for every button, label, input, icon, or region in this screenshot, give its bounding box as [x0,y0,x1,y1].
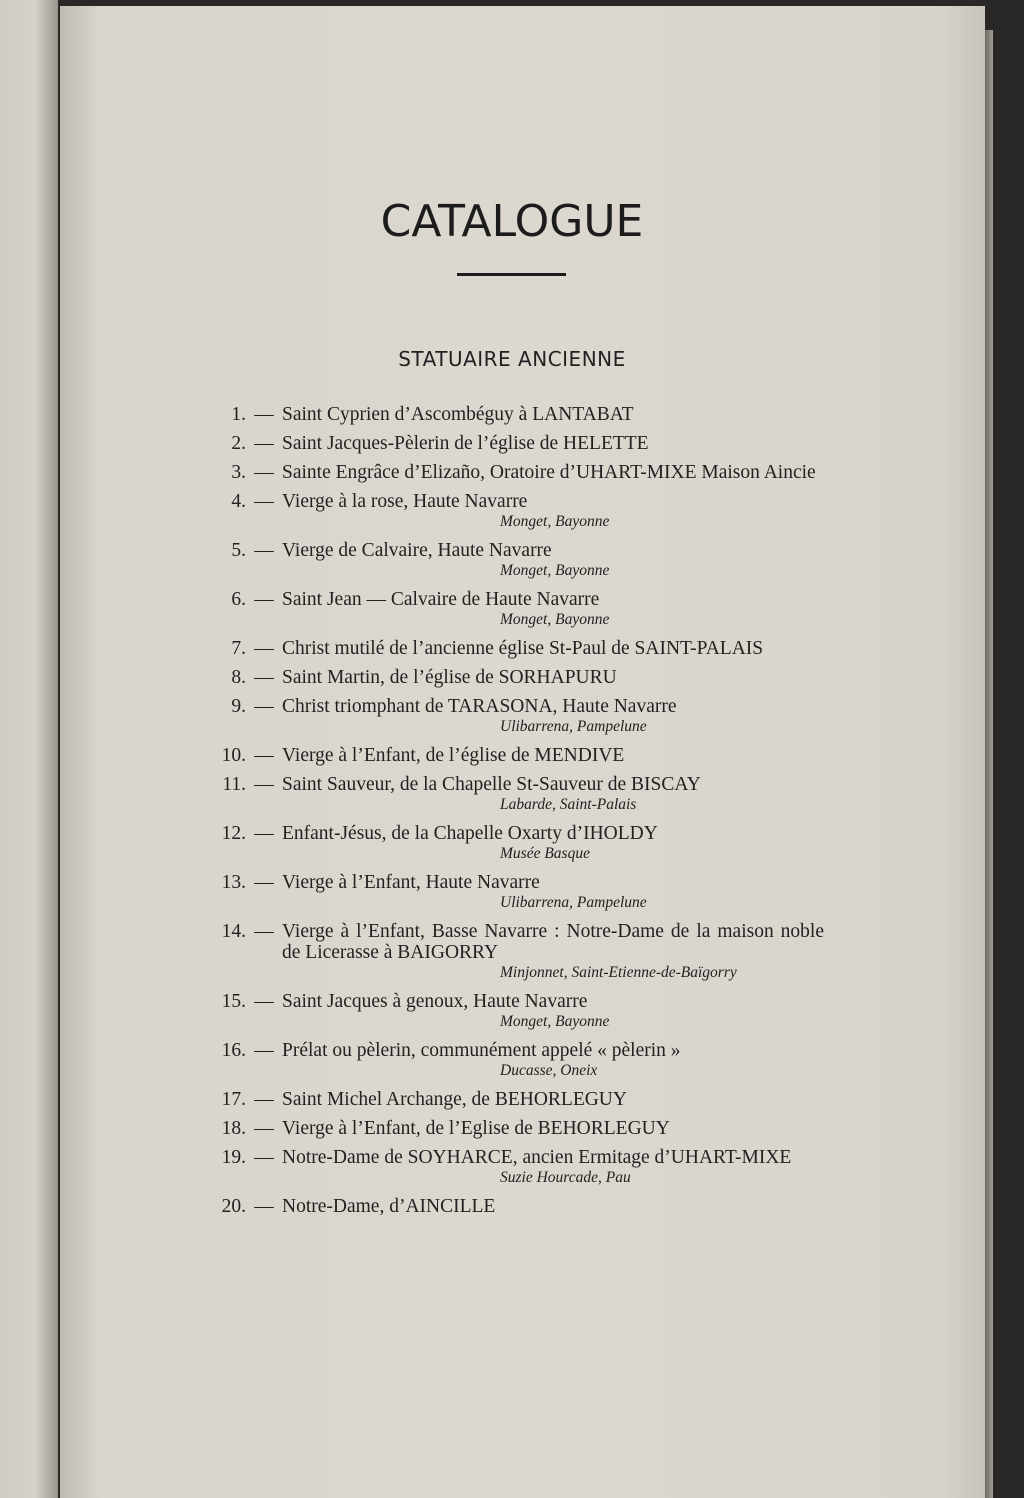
entry-title: Saint Martin, de l’église de SORHAPURU [282,667,617,688]
entry-credit: Musée Basque [500,845,590,862]
entry-credit: Monget, Bayonne [500,611,610,628]
entry-number: 18. [221,1118,246,1139]
entry-body [282,1040,824,1081]
entry-number: 20. [221,1196,246,1217]
entry-dash: — [254,991,274,1012]
entry-credit: Minjonnet, Saint-Etienne-de-Baïgorry [500,964,737,981]
entry-title: Vierge à la rose, Haute Navarre [282,491,528,512]
entry-title: Vierge à l’Enfant, Basse Navarre : Notre-Dame de la maison noble de Licerasse à BAIGORRY [282,921,824,963]
entry-credit: Suzie Hourcade, Pau [500,1169,631,1186]
entry-title: Vierge à l’Enfant, Haute Navarre [282,872,540,893]
entry-dash: — [254,921,274,942]
entry-number: 5. [231,540,246,561]
entry-body [282,991,824,1032]
entry-title: Notre-Dame de SOYHARCE, ancien Ermitage d’UHART-MIXE [282,1147,792,1168]
entry-dash: — [254,745,274,766]
entry-body [282,872,824,913]
entry-credit: Ulibarrena, Pampelune [500,894,647,911]
entry-title: Vierge à l’Enfant, de l’Eglise de BEHORLEGUY [282,1118,670,1139]
entry-body [282,589,824,630]
entry-number: 7. [231,638,246,659]
entry-title: Sainte Engrâce d’Elizaño, Oratoire d’UHART-MIXE Maison Aincie [282,462,816,483]
entry-dash: — [254,696,274,717]
entry-number: 2. [231,433,246,454]
catalogue-entry [200,1089,840,1110]
entry-dash: — [254,1089,274,1110]
entry-number: 9. [231,696,246,717]
entry-number: 8. [231,667,246,688]
entry-body [282,1118,824,1139]
entry-dash: — [254,462,274,483]
entry-body [282,823,824,864]
catalogue-entry [200,589,840,630]
entry-number: 3. [231,462,246,483]
entry-dash: — [254,491,274,512]
entry-body [282,540,824,581]
entry-title: Saint Jacques à genoux, Haute Navarre [282,991,588,1012]
title-rule [457,273,566,276]
entry-number: 16. [221,1040,246,1061]
entry-dash: — [254,540,274,561]
entry-title: Christ triomphant de TARASONA, Haute Navarre [282,696,677,717]
entry-title: Saint Jean — Calvaire de Haute Navarre [282,589,600,610]
entry-body [282,745,824,766]
entry-number: 10. [221,745,246,766]
entry-dash: — [254,1147,274,1168]
catalogue-entry [200,404,840,425]
entry-number: 6. [231,589,246,610]
entry-number: 19. [221,1147,246,1168]
catalogue-entry [200,462,840,483]
catalogue-entry [200,1196,840,1217]
entry-credit: Monget, Bayonne [500,562,610,579]
entry-number: 11. [222,774,246,795]
catalogue-entry [200,540,840,581]
entry-title: Notre-Dame, d’AINCILLE [282,1196,496,1217]
entry-title: Saint Michel Archange, de BEHORLEGUY [282,1089,627,1110]
page-title: CATALOGUE [380,196,644,247]
entry-title: Christ mutilé de l’ancienne église St-Paul de SAINT-PALAIS [282,638,764,659]
entry-number: 12. [221,823,246,844]
catalogue-entry [200,745,840,766]
entry-dash: — [254,433,274,454]
entry-number: 17. [221,1089,246,1110]
entry-credit: Ulibarrena, Pampelune [500,718,647,735]
entry-dash: — [254,1040,274,1061]
entry-number: 4. [231,491,246,512]
catalogue-entry [200,667,840,688]
catalogue-entry [200,696,840,737]
entry-title: Vierge à l’Enfant, de l’église de MENDIVE [282,745,625,766]
entry-dash: — [254,638,274,659]
entry-dash: — [254,589,274,610]
catalogue-entry [200,991,840,1032]
entry-body [282,491,824,532]
page-edge [985,30,993,1498]
catalogue-entry [200,1147,840,1188]
catalogue-entry [200,1040,840,1081]
entry-body [282,1147,824,1188]
catalogue-entry [200,433,840,454]
catalogue-entry [200,823,840,864]
catalogue-entry [200,921,840,983]
catalogue-entry [200,491,840,532]
entry-body [282,404,824,425]
entry-number: 14. [221,921,246,942]
entry-number: 1. [231,404,246,425]
entry-title: Vierge de Calvaire, Haute Navarre [282,540,552,561]
entry-credit: Ducasse, Oneix [500,1062,598,1079]
entry-dash: — [254,667,274,688]
entry-title: Prélat ou pèlerin, communément appelé « pèlerin » [282,1040,681,1061]
entry-body [282,462,824,483]
entry-body [282,667,824,688]
entry-dash: — [254,872,274,893]
section-heading: STATUAIRE ANCIENNE [398,347,626,371]
catalogue-list [200,404,840,1225]
entry-credit: Monget, Bayonne [500,1013,610,1030]
entry-body [282,921,824,983]
catalogue-entry [200,638,840,659]
entry-dash: — [254,823,274,844]
catalogue-entry [200,774,840,815]
entry-number: 15. [221,991,246,1012]
entry-body [282,696,824,737]
entry-credit: Labarde, Saint-Palais [500,796,637,813]
entry-title: Saint Jacques-Pèlerin de l’église de HELETTE [282,433,649,454]
entry-body [282,1089,824,1110]
entry-number: 13. [221,872,246,893]
entry-body [282,1196,824,1217]
entry-body [282,638,824,659]
entry-dash: — [254,1118,274,1139]
entry-credit: Monget, Bayonne [500,513,610,530]
entry-title: Saint Sauveur, de la Chapelle St-Sauveur de BISCAY [282,774,701,795]
entry-dash: — [254,774,274,795]
catalogue-entry [200,1118,840,1139]
entry-title: Saint Cyprien d’Ascombéguy à LANTABAT [282,404,634,425]
catalogue-entry [200,872,840,913]
entry-title: Enfant-Jésus, de la Chapelle Oxarty d’IHOLDY [282,823,658,844]
entry-body [282,433,824,454]
entry-dash: — [254,1196,274,1217]
entry-body [282,774,824,815]
entry-dash: — [254,404,274,425]
